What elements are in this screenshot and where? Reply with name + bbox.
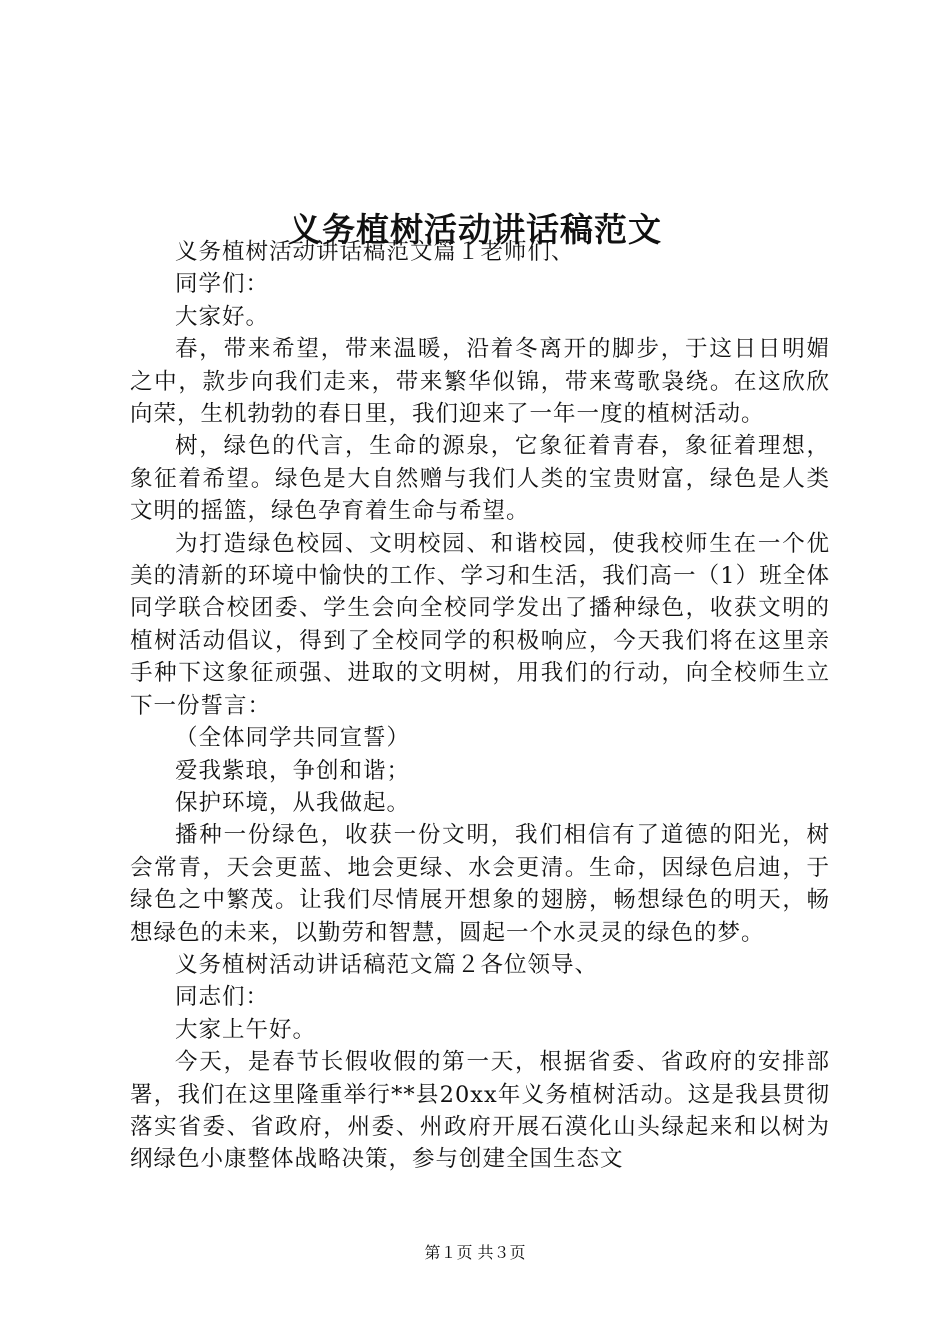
paragraph: 同志们： xyxy=(175,984,270,1011)
paragraph: （全体同学共同宣誓） xyxy=(175,725,411,752)
document-title: 义务植树活动讲话稿范文 xyxy=(288,210,662,250)
paragraph: 义务植树活动讲话稿范文篇２各位领导、 xyxy=(175,951,599,978)
paragraph: 春，带来希望，带来温暖，沿着冬离开的脚步，于这日日明媚之中，款步向我们走来，带来繁华似锦，带来莺歌袅绕。在这欣欣向荣，生机勃勃的春日里，我们迎来了一年一度的植树活动。 xyxy=(130,336,830,428)
paragraph: 保护环境，从我做起。 xyxy=(175,789,411,816)
document-body xyxy=(130,236,830,1176)
page-number-footer: 第１页 共３页 xyxy=(424,1243,526,1262)
paragraph: 大家上午好。 xyxy=(175,1016,317,1043)
paragraph: 今天，是春节长假收假的第一天，根据省委、省政府的安排部署，我们在这里隆重举行**县20xx年义务植树活动。这是我县贯彻落实省委、省政府，州委、州政府开展石漠化山头绿起来和以树为纲绿色小康整体战略决策，参与创建全国生态文 xyxy=(130,1049,830,1173)
paragraph: 义务植树活动讲话稿范文篇１老师们、 xyxy=(175,239,575,265)
paragraph: 树，绿色的代言，生命的源泉，它象征着青春，象征着理想，象征着希望。绿色是大自然赠与我们人类的宝贵财富，绿色是人类文明的摇篮，绿色孕育着生命与希望。 xyxy=(130,433,830,525)
paragraph: 爱我紫琅，争创和谐； xyxy=(175,757,411,784)
paragraph: 大家好。 xyxy=(175,303,270,330)
paragraph: 播种一份绿色，收获一份文明，我们相信有了道德的阳光，树会常青，天会更蓝、地会更绿、水会更清。生命，因绿色启迪，于绿色之中繁茂。让我们尽情展开想象的翅膀，畅想绿色的明天，畅想绿色的未来，以勤劳和智慧，圆起一个水灵灵的绿色的梦。 xyxy=(130,822,830,946)
paragraph: 同学们： xyxy=(175,271,270,298)
paragraph: 为打造绿色校园、文明校园、和谐校园，使我校师生在一个优美的清新的环境中愉快的工作、学习和生活，我们高一（1）班全体同学联合校团委、学生会向全校同学发出了播种绿色，收获文明的植树活动倡议，得到了全校同学的积极响应，今天我们将在这里亲手种下这象征顽强、进取的文明树，用我们的行动，向全校师生立下一份誓言： xyxy=(130,530,830,719)
